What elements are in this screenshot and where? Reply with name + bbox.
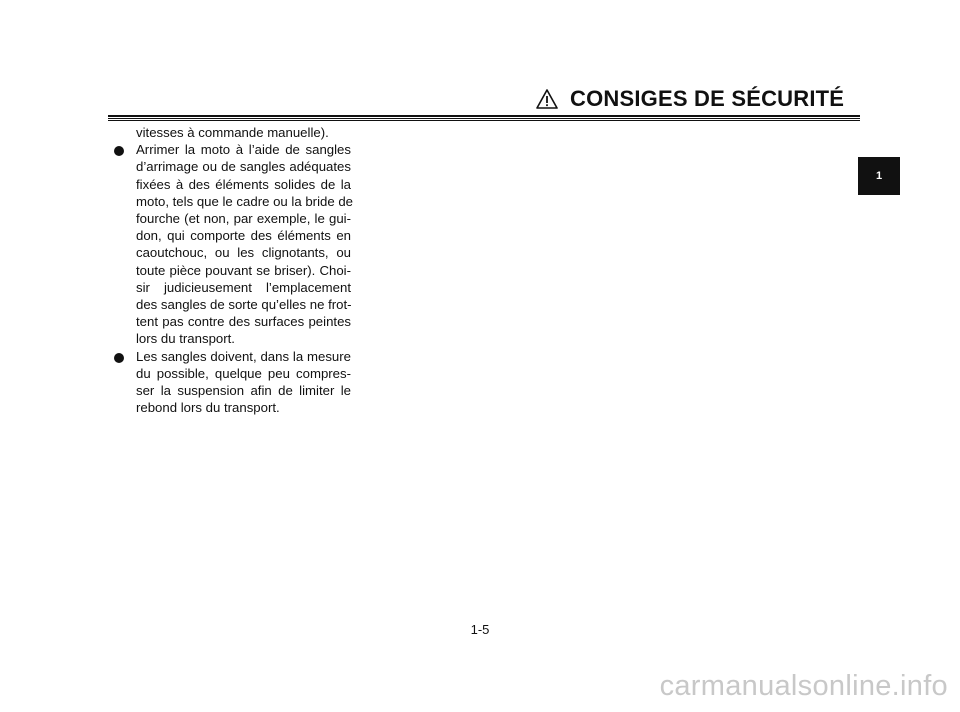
text-line: toute pièce pouvant se briser). Choi-: [136, 262, 351, 278]
header-rule-thin: [108, 118, 860, 119]
text-line: des sangles de sorte qu’elles ne frot-: [136, 297, 352, 313]
text-line: du possible, quelque peu compres-: [136, 365, 351, 381]
header-rule-thin: [108, 120, 860, 121]
bullet-item: [108, 348, 351, 417]
text-line: lors du transport.: [136, 331, 235, 347]
header-rule: [108, 115, 860, 117]
text-line: sir judicieusement l’emplacement: [136, 279, 351, 295]
text-line: vitesses à commande manuelle).: [136, 125, 329, 140]
page-number: 1-5: [470, 622, 490, 637]
text-line: fourche (et non, par exemple, le gui-: [136, 211, 351, 227]
text-line: Les sangles doivent, dans la mesure: [136, 348, 351, 364]
bullet-dot: [114, 353, 124, 363]
text-line: fixées à des éléments solides de la: [136, 176, 351, 192]
warning-triangle-icon: [536, 88, 558, 110]
watermark: carmanualsonline.info: [659, 670, 948, 702]
continued-paragraph: [108, 124, 351, 141]
text-line: rebond lors du transport.: [136, 400, 280, 416]
page-title: CONSIGES DE SÉCURITÉ: [570, 86, 845, 111]
text-column: [108, 124, 351, 416]
text-line: Arrimer la moto à l’aide de sangles: [136, 142, 351, 158]
text-line: caoutchouc, ou les clignotants, ou: [136, 245, 351, 261]
page-header: [536, 84, 844, 114]
text-line: d’arrimage ou de sangles adéquates: [136, 159, 351, 175]
text-line: tent pas contre des surfaces peintes: [136, 314, 351, 330]
text-line: don, qui comporte des éléments en: [136, 228, 351, 244]
text-line: ser la suspension afin de limiter le: [136, 383, 351, 399]
bullet-item: [108, 141, 351, 347]
text-line: moto, tels que le cadre ou la bride de: [136, 193, 353, 209]
chapter-tab: 1: [858, 157, 900, 195]
